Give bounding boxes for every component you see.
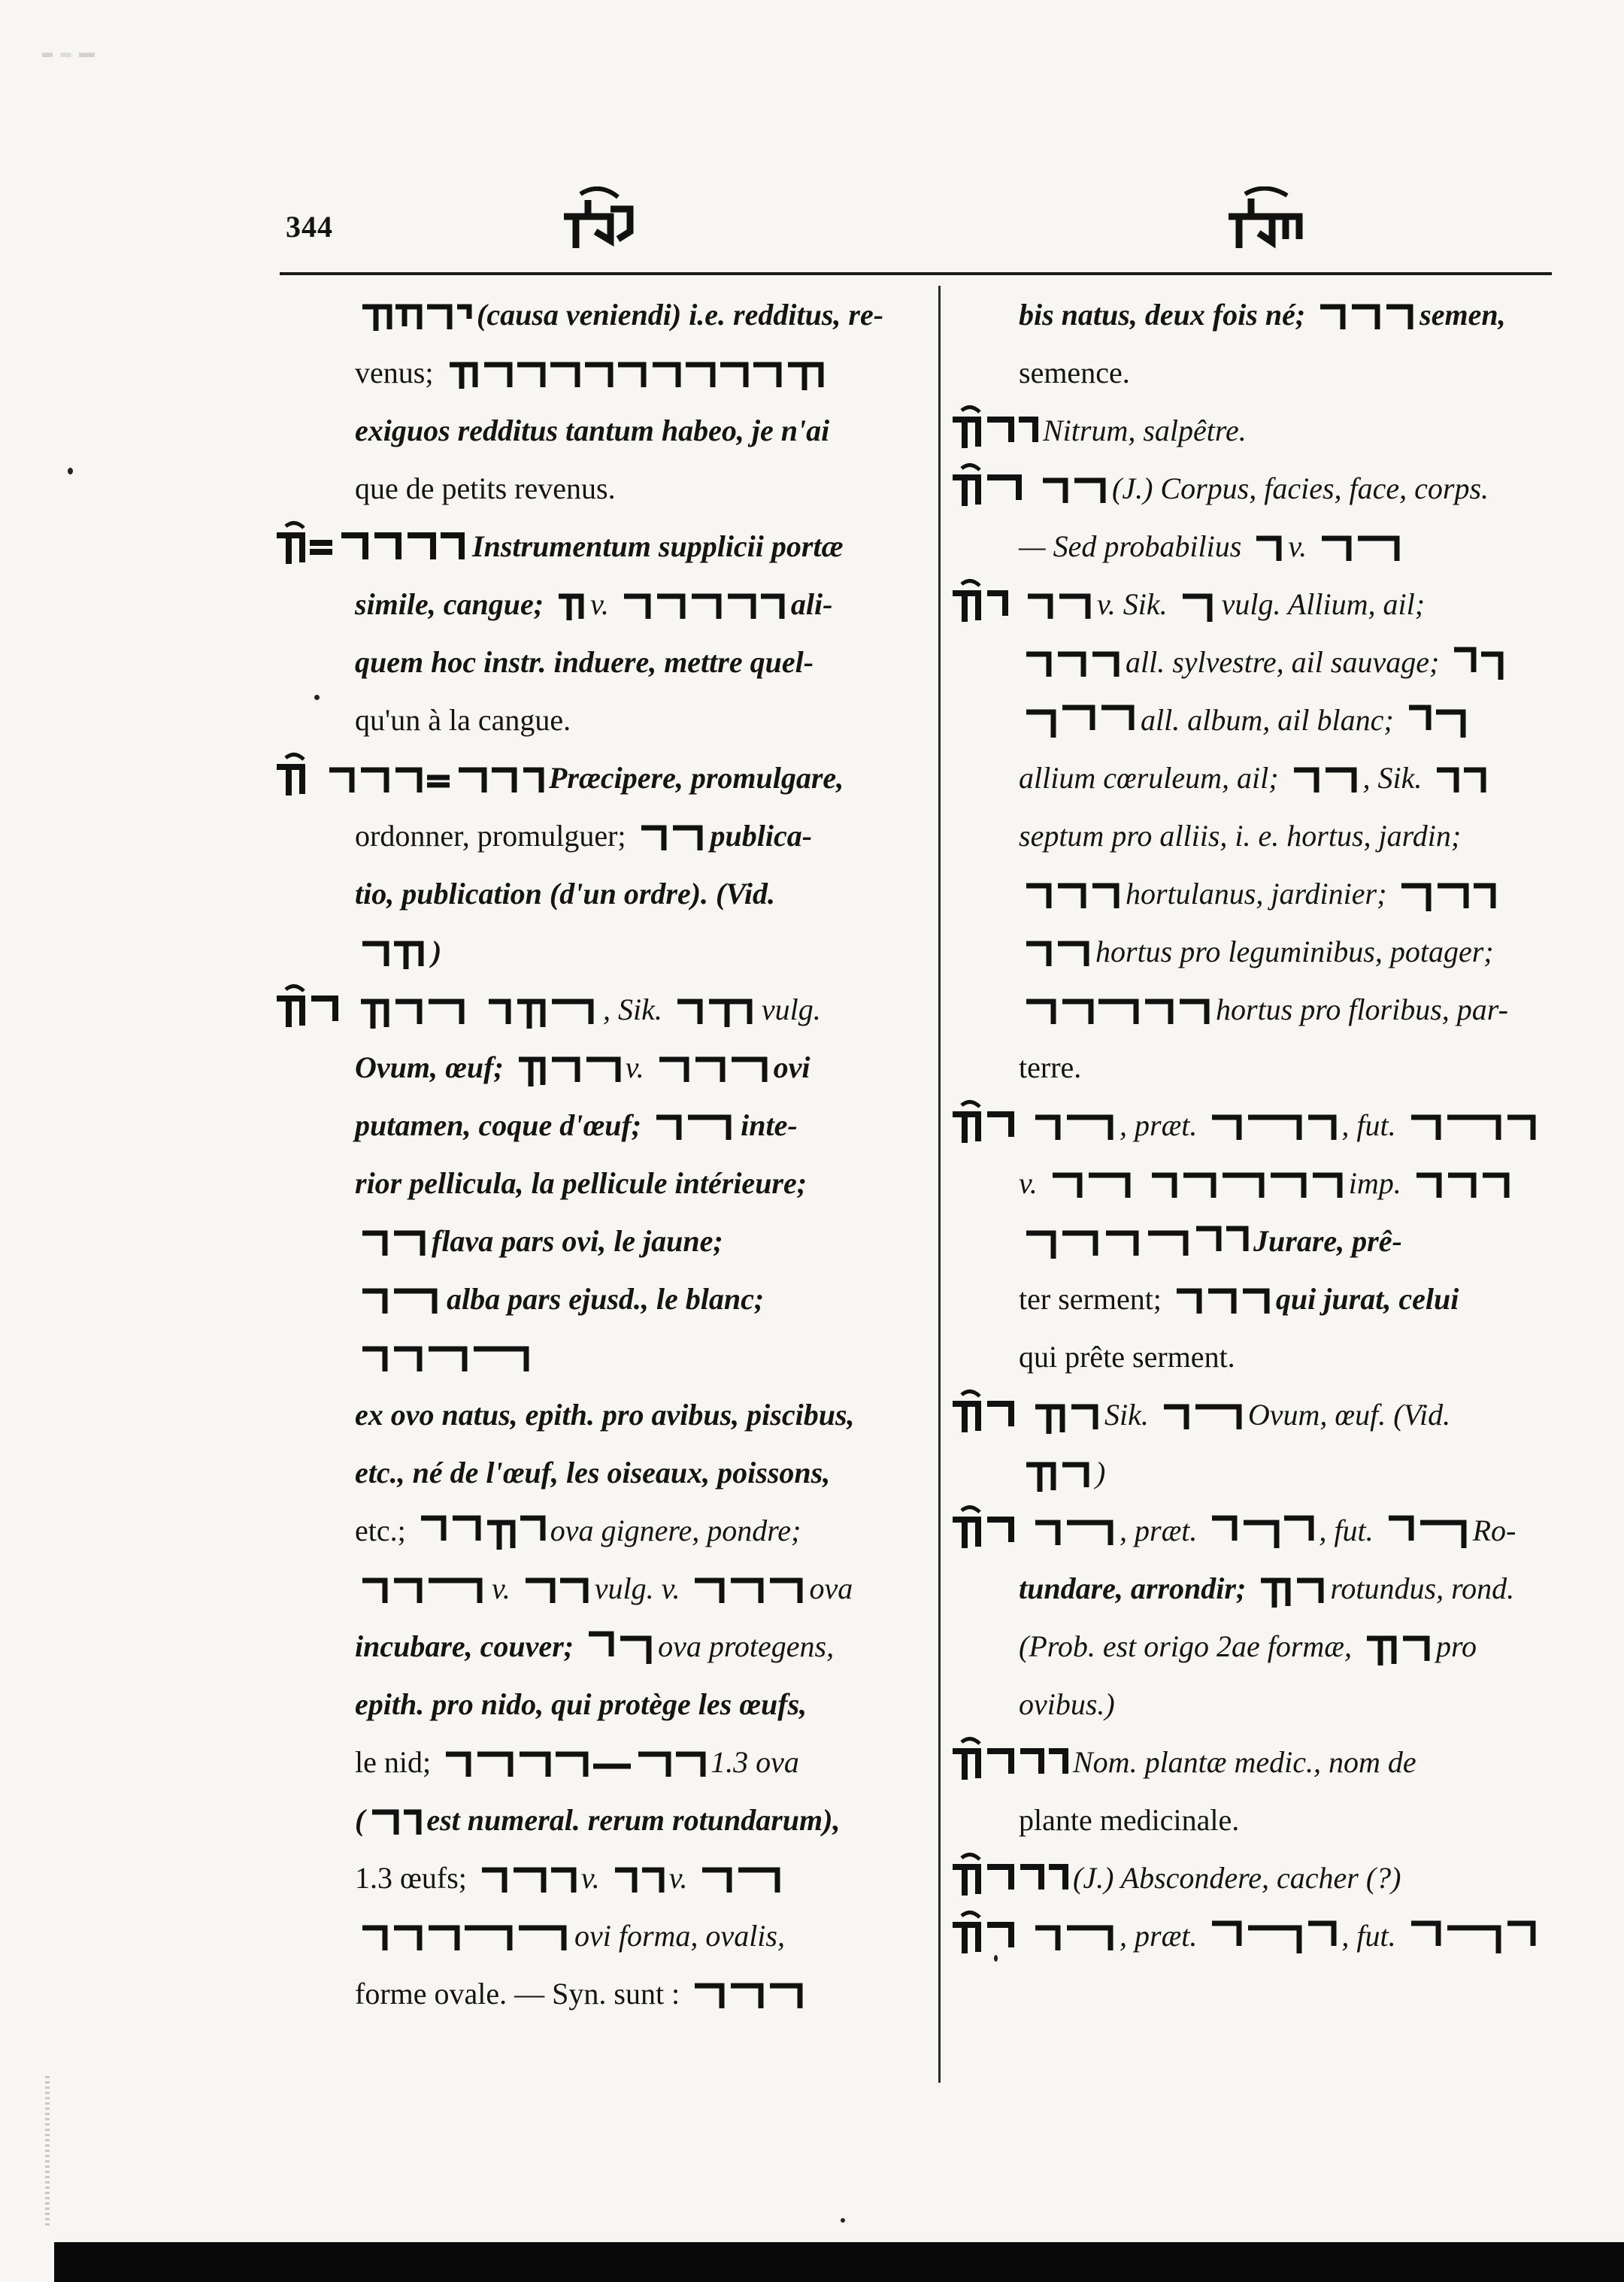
text-line: v. xyxy=(1019,1166,1038,1200)
entry xyxy=(944,1502,1564,1559)
tibetan-word-icon xyxy=(1032,1917,1115,1955)
tibetan-phrase-icon xyxy=(621,586,786,623)
tibetan-headword-icon xyxy=(948,1852,1068,1897)
text-line: rior pellicula, la pellicule intérieure; xyxy=(355,1166,807,1200)
entry-text xyxy=(280,1733,926,1791)
entry-text xyxy=(280,402,926,459)
entry-text xyxy=(280,1791,926,1849)
header-rule xyxy=(280,272,1552,275)
entry-text xyxy=(280,923,926,980)
entry-text xyxy=(280,286,926,344)
tibetan-word-icon xyxy=(1291,759,1359,797)
entry-text xyxy=(944,1038,1564,1096)
text-line: ) xyxy=(432,935,442,968)
text-line: le nid; xyxy=(355,1745,432,1779)
entry-text xyxy=(280,865,926,923)
entry-text xyxy=(280,1849,926,1907)
entry-text xyxy=(944,865,1564,923)
entry-text xyxy=(944,1154,1564,1212)
tibetan-headword-icon xyxy=(948,1736,1068,1781)
tibetan-word-icon xyxy=(1023,875,1121,913)
tibetan-word-icon xyxy=(1032,1392,1100,1434)
entry-text xyxy=(944,1791,1564,1849)
column-divider xyxy=(938,286,941,2083)
text-line: etc.; xyxy=(355,1514,406,1547)
text-line: flava pars ovi, le jaune; xyxy=(432,1224,723,1258)
entry-text xyxy=(944,633,1564,691)
text-line: ovibus.) xyxy=(1019,1687,1115,1721)
text-line: hortulanus, jardinier; xyxy=(1126,877,1387,911)
text-line: exiguos redditus tantum habeo, je n'ai xyxy=(355,414,830,447)
text-line: Nom. plantæ medic., nom de xyxy=(1073,1745,1416,1779)
tibetan-headword-icon xyxy=(272,752,310,797)
text-line: ova gignere, pondre; xyxy=(550,1514,801,1547)
entry-text xyxy=(280,1559,926,1617)
text-line: (J.) Corpus, facies, face, corps. xyxy=(1112,471,1489,505)
entry-text xyxy=(280,344,926,402)
scan-edge xyxy=(45,2075,50,2226)
tibetan-word-icon xyxy=(612,1859,665,1897)
tibetan-word-icon xyxy=(359,296,472,334)
text-line: ovi forma, ovalis, xyxy=(574,1919,785,1953)
text-line: publica- xyxy=(710,819,813,853)
text-line: Instrumentum supplicii portæ xyxy=(472,529,844,563)
tibetan-word-icon xyxy=(418,1508,546,1550)
tibetan-word-icon xyxy=(1317,296,1415,334)
text-line: 1.3 œufs; xyxy=(355,1861,467,1895)
text-line: tio, publication (d'un ordre). (Vid. xyxy=(355,877,775,911)
text-line: all. album, ail blanc; xyxy=(1141,703,1394,737)
tibetan-word-icon xyxy=(692,1570,804,1608)
text-line: bis natus, deux fois né; xyxy=(1019,298,1306,332)
text-line: etc., né de l'œuf, les oiseaux, poissons, xyxy=(355,1456,831,1490)
running-head-left xyxy=(558,186,641,258)
text-line: , præt. xyxy=(1120,1919,1198,1953)
text-line: hortus pro floribus, par- xyxy=(1216,993,1508,1026)
entry-text xyxy=(280,1386,926,1444)
entry-text xyxy=(280,1038,926,1096)
entry-text xyxy=(944,749,1564,807)
tibetan-word-icon xyxy=(1364,1623,1432,1665)
text-line: , præt. xyxy=(1120,1514,1198,1547)
tibetan-word-icon xyxy=(638,817,706,855)
tibetan-word-icon xyxy=(359,1338,532,1376)
entry-text xyxy=(944,1444,1564,1502)
text-line: ovi xyxy=(773,1050,810,1084)
tibetan-word-icon xyxy=(359,1223,427,1260)
entry-text xyxy=(944,691,1564,749)
tibetan-word-icon xyxy=(1209,1913,1337,1955)
text-line: (J.) Abscondere, cacher (?) xyxy=(1073,1861,1401,1895)
tibetan-glyph-icon xyxy=(1224,186,1307,254)
text-line: Præcipere, promulgare, xyxy=(549,761,844,795)
text-line: v. xyxy=(580,1861,600,1895)
tibetan-word-icon xyxy=(1209,1508,1314,1550)
tibetan-word-icon xyxy=(1253,528,1283,565)
tibetan-word-icon xyxy=(479,1859,577,1897)
tibetan-word-icon xyxy=(1040,470,1107,508)
running-head-right xyxy=(1224,186,1307,258)
tibetan-phrase-icon xyxy=(326,759,544,797)
tibetan-word-icon xyxy=(656,1049,769,1086)
tibetan-word-icon xyxy=(1451,639,1504,681)
entry-text xyxy=(280,807,926,865)
text-line: , Sik. xyxy=(1362,761,1423,795)
text-line: epith. pro nido, qui protège les œufs, xyxy=(355,1687,807,1721)
text-line: ordonner, promulguer; xyxy=(355,819,626,853)
tibetan-word-icon xyxy=(692,1975,804,2013)
text-line: v. xyxy=(590,587,609,621)
text-line: (Prob. est origo 2ae formæ, xyxy=(1019,1629,1352,1663)
tibetan-word-icon xyxy=(1319,528,1401,565)
text-line: qui prête serment. xyxy=(1019,1340,1235,1374)
entry xyxy=(944,459,1564,517)
text-line: ali- xyxy=(790,587,833,621)
tibetan-headword-icon xyxy=(948,405,1038,450)
tibetan-word-icon xyxy=(699,1859,782,1897)
text-line: , fut. xyxy=(1319,1514,1374,1547)
entry-text xyxy=(280,633,926,691)
text-line: hortus pro leguminibus, potager; xyxy=(1095,935,1494,968)
text-line: terre. xyxy=(1019,1050,1082,1084)
entry xyxy=(280,980,926,1038)
tibetan-headword-icon xyxy=(948,1099,1016,1144)
text-line: 1.3 ova xyxy=(710,1745,799,1779)
text-line: venus; xyxy=(355,356,434,389)
text-line: vulg. Allium, ail; xyxy=(1221,587,1426,621)
tibetan-phrase-icon xyxy=(1023,1218,1249,1260)
text-line: ova protegens, xyxy=(658,1629,835,1663)
tibetan-headword-icon xyxy=(948,1910,1016,1955)
entry-text xyxy=(944,517,1564,575)
tibetan-headword-icon xyxy=(948,1505,1016,1550)
entry-text xyxy=(280,1154,926,1212)
scan-speck xyxy=(42,53,95,57)
text-line: — Sed probabilius xyxy=(1019,529,1242,563)
text-line: Ovum, œuf. (Vid. xyxy=(1247,1398,1451,1432)
tibetan-phrase-icon xyxy=(359,1917,570,1955)
entry-text xyxy=(944,1328,1564,1386)
entry-text xyxy=(944,344,1564,402)
tibetan-word-icon xyxy=(586,1623,653,1665)
text-line: ter serment; xyxy=(1019,1282,1162,1316)
text-line: v. xyxy=(625,1050,644,1084)
entry-text xyxy=(944,1617,1564,1675)
tibetan-word-icon xyxy=(523,1570,590,1608)
text-line: rotundus, rond. xyxy=(1330,1571,1515,1605)
entry xyxy=(944,402,1564,459)
text-line: forme ovale. — Syn. sunt : xyxy=(355,1977,680,2011)
entry xyxy=(944,1733,1564,1791)
tibetan-phrase-icon xyxy=(445,354,836,392)
text-line: imp. xyxy=(1348,1166,1401,1200)
entry-text xyxy=(280,1212,926,1270)
tibetan-word-icon xyxy=(369,1802,422,1839)
entry-text xyxy=(280,1328,926,1386)
text-line: Nitrum, salpêtre. xyxy=(1043,414,1247,447)
text-line: semen, xyxy=(1419,298,1506,332)
text-line: qu'un à la cangue. xyxy=(355,703,571,737)
text-line: v. xyxy=(668,1861,688,1895)
tibetan-headword-icon xyxy=(948,462,1023,508)
entry-text xyxy=(280,691,926,749)
text-line: qui jurat, celui xyxy=(1275,1282,1459,1316)
text-line: Ro- xyxy=(1472,1514,1516,1547)
ink-dot xyxy=(68,468,73,474)
tibetan-word-icon xyxy=(516,1044,621,1086)
tibetan-word-icon xyxy=(1032,1107,1115,1144)
text-line: all. sylvestre, ail sauvage; xyxy=(1126,645,1440,679)
text-line: Ovum, œuf; xyxy=(355,1050,504,1084)
right-column xyxy=(944,286,1564,1965)
tibetan-word-icon xyxy=(1406,697,1466,739)
text-line: ex ovo natus, epith. pro avibus, piscibus, xyxy=(355,1398,855,1432)
tibetan-word-icon xyxy=(359,929,427,971)
entry-text xyxy=(944,980,1564,1038)
entry-text xyxy=(280,1617,926,1675)
entry-text xyxy=(280,1675,926,1733)
tibetan-word-icon xyxy=(653,1107,736,1144)
entry-text xyxy=(280,459,926,517)
text-line: plante medicinale. xyxy=(1019,1803,1240,1837)
tibetan-word-icon xyxy=(1434,759,1486,797)
text-line: alba pars ejusd., le blanc; xyxy=(447,1282,765,1316)
tibetan-phrase-icon xyxy=(1149,1165,1344,1202)
tibetan-word-icon xyxy=(359,1570,487,1608)
tibetan-word-icon xyxy=(1408,1107,1536,1144)
text-line: , Sik. xyxy=(603,993,662,1026)
entry-text xyxy=(944,1212,1564,1270)
tibetan-word-icon xyxy=(1025,586,1092,623)
tibetan-word-icon xyxy=(1161,1396,1244,1434)
tibetan-word-icon xyxy=(1413,1165,1511,1202)
entry-text xyxy=(280,1444,926,1502)
tibetan-word-icon xyxy=(356,986,469,1029)
tibetan-glyph-icon xyxy=(558,186,641,254)
tibetan-word-icon xyxy=(674,991,757,1029)
text-line: simile, cangue; xyxy=(355,587,544,621)
entry-text xyxy=(280,1502,926,1559)
tibetan-phrase-icon xyxy=(443,1744,706,1781)
entry-text xyxy=(944,1270,1564,1328)
text-line: inte- xyxy=(741,1108,798,1142)
text-line: ( xyxy=(355,1803,365,1837)
entry-text xyxy=(944,807,1564,865)
text-line: putamen, coque d'œuf; xyxy=(355,1108,642,1142)
entry-text xyxy=(944,286,1564,344)
tibetan-word-icon xyxy=(1050,1165,1132,1202)
entry-text xyxy=(280,1965,926,2023)
entry xyxy=(280,749,926,807)
text-line: que de petits revenus. xyxy=(355,471,616,505)
tibetan-word-icon xyxy=(1258,1565,1326,1608)
tibetan-word-icon xyxy=(359,1280,442,1318)
text-line: Jurare, prê- xyxy=(1253,1224,1402,1258)
text-line: allium cœruleum, ail; xyxy=(1019,761,1279,795)
tibetan-word-icon xyxy=(1180,581,1217,623)
entry xyxy=(280,517,926,575)
text-line: septum pro alliis, i. e. hortus, jardin; xyxy=(1019,819,1462,853)
text-line: , præt. xyxy=(1120,1108,1198,1142)
tibetan-word-icon xyxy=(1023,1450,1091,1492)
tibetan-word-icon xyxy=(1023,933,1091,971)
scan-bottom-band xyxy=(54,2242,1624,2282)
text-line: Sik. xyxy=(1104,1398,1149,1432)
text-line: incubare, couver; xyxy=(355,1629,574,1663)
entry xyxy=(944,1096,1564,1154)
page-number: 344 xyxy=(286,210,333,244)
tibetan-word-icon xyxy=(1023,644,1121,681)
entry-text xyxy=(280,1096,926,1154)
tibetan-word-icon xyxy=(556,586,586,623)
text-line: vulg. xyxy=(761,993,821,1026)
text-line: est numeral. rerum rotundarum), xyxy=(426,1803,841,1837)
text-line: (causa veniendi) i.e. redditus, re- xyxy=(477,298,884,332)
tibetan-word-icon xyxy=(1023,697,1136,739)
entry xyxy=(944,575,1564,633)
text-line: pro xyxy=(1435,1629,1477,1663)
tibetan-word-icon xyxy=(1209,1107,1337,1144)
tibetan-headword-icon xyxy=(272,983,340,1029)
text-line: v. Sik. xyxy=(1097,587,1168,621)
text-line: tundare, arrondir; xyxy=(1019,1571,1247,1605)
text-line: v. xyxy=(492,1571,511,1605)
entry-text xyxy=(944,923,1564,980)
entry-text xyxy=(944,1675,1564,1733)
tibetan-phrase-icon xyxy=(1023,991,1211,1029)
entry-text xyxy=(280,575,926,633)
text-line: v. xyxy=(1288,529,1307,563)
text-line: ) xyxy=(1095,1456,1106,1490)
tibetan-headword-icon xyxy=(948,578,1008,623)
entry-text xyxy=(280,1270,926,1328)
left-column xyxy=(280,286,926,2023)
tibetan-word-icon xyxy=(1032,1512,1115,1550)
tibetan-word-icon xyxy=(1386,1508,1468,1550)
entry-text xyxy=(280,1907,926,1965)
text-line: vulg. v. xyxy=(594,1571,680,1605)
text-line: , fut. xyxy=(1341,1919,1396,1953)
tibetan-word-icon xyxy=(486,986,598,1029)
entry xyxy=(944,1907,1564,1965)
tibetan-word-icon xyxy=(1408,1913,1536,1955)
tibetan-headword-icon xyxy=(272,520,468,565)
text-line: quem hoc instr. induere, mettre quel- xyxy=(355,645,814,679)
tibetan-word-icon xyxy=(1174,1280,1271,1318)
entry xyxy=(944,1386,1564,1444)
tibetan-word-icon xyxy=(1398,871,1496,913)
entry xyxy=(944,1849,1564,1907)
tibetan-headword-icon xyxy=(948,1389,1016,1434)
ink-dot xyxy=(841,2218,845,2223)
entry-text xyxy=(944,1559,1564,1617)
text-line: semence. xyxy=(1019,356,1130,389)
text-line: ova xyxy=(809,1571,853,1605)
text-line: , fut. xyxy=(1341,1108,1396,1142)
